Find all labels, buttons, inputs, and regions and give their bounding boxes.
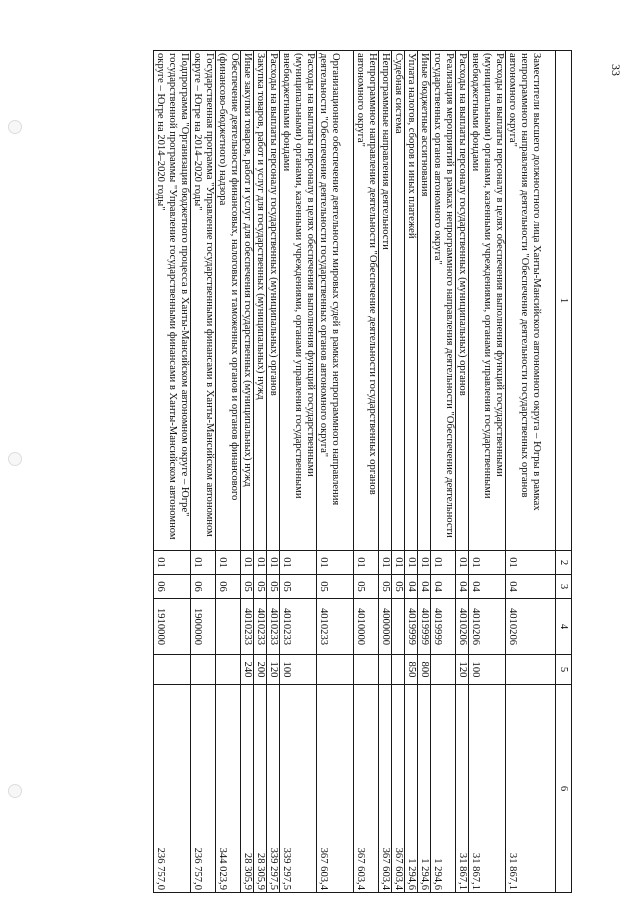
row-expense-type-cell xyxy=(317,655,354,685)
table-header-row xyxy=(556,51,572,893)
row-target-cell: 4010233 xyxy=(241,599,254,655)
row-subsection-cell: 05 xyxy=(267,575,280,599)
row-subsection-cell: 05 xyxy=(254,575,267,599)
row-target-cell: 4010206 xyxy=(456,599,469,655)
table-row xyxy=(280,51,317,893)
row-subsection-cell: 05 xyxy=(354,575,379,599)
row-subsection-cell: 05 xyxy=(317,575,354,599)
row-code-cell: 01 xyxy=(241,551,254,575)
row-amount-cell: 28 305,9 xyxy=(254,685,267,893)
row-expense-type-cell: 120 xyxy=(456,655,469,685)
row-name-cell: Расходы на выплаты персоналу государственных (муниципальных) органов xyxy=(456,51,469,551)
row-code-cell: 01 xyxy=(354,551,379,575)
row-name-cell: Непрограммные направления деятельности xyxy=(379,51,392,551)
row-target-cell: 4010206 xyxy=(506,599,556,655)
row-name-cell: Организационное обеспечение деятельности мировых судей в рамках непрограммного направления деятельности "Обеспечение деятельности государственных органов автономного округа" xyxy=(317,51,354,551)
row-target-cell: 4010206 xyxy=(469,599,506,655)
row-amount-cell: 367 603,4 xyxy=(317,685,354,893)
budget-table xyxy=(153,50,572,893)
binder-hole xyxy=(8,120,22,134)
row-amount-cell: 31 867,1 xyxy=(469,685,506,893)
binder-hole xyxy=(8,452,22,466)
page-number: 33 xyxy=(609,64,623,76)
row-amount-cell: 28 305,9 xyxy=(241,685,254,893)
column-header: 3 xyxy=(556,575,572,599)
column-header: 2 xyxy=(556,551,572,575)
row-code-cell: 01 xyxy=(317,551,354,575)
table-row xyxy=(392,51,405,893)
row-subsection-cell: 05 xyxy=(280,575,317,599)
row-code-cell: 01 xyxy=(267,551,280,575)
row-name-cell: Иные закупки товаров, работ и услуг для обеспечения государственных (муниципальных) нужд xyxy=(241,51,254,551)
row-target-cell xyxy=(216,599,241,655)
table-row xyxy=(506,51,556,893)
row-amount-cell: 339 297,5 xyxy=(280,685,317,893)
row-code-cell: 01 xyxy=(379,551,392,575)
row-subsection-cell: 04 xyxy=(456,575,469,599)
row-name-cell: Непрограммное направление деятельности "Обеспечение деятельности государственных органов автономного округа" xyxy=(354,51,379,551)
row-expense-type-cell xyxy=(431,655,456,685)
budget-table-container xyxy=(83,50,572,892)
column-header: 4 xyxy=(556,599,572,655)
column-header: 6 xyxy=(556,685,572,893)
row-target-cell: 1900000 xyxy=(191,599,216,655)
row-code-cell: 01 xyxy=(431,551,456,575)
row-subsection-cell: 05 xyxy=(392,575,405,599)
row-subsection-cell: 05 xyxy=(241,575,254,599)
row-name-cell: Расходы на выплаты персоналу государственных (муниципальных) органов xyxy=(267,51,280,551)
table-row xyxy=(317,51,354,893)
row-amount-cell: 1 294,6 xyxy=(405,685,418,893)
row-name-cell: Уплата налогов, сборов и иных платежей xyxy=(405,51,418,551)
column-header: 5 xyxy=(556,655,572,685)
column-header: 1 xyxy=(556,51,572,551)
row-expense-type-cell xyxy=(392,655,405,685)
row-name-cell: Государственная программа "Управление государственными финансами в Ханты-Мансийском автономном округе – Югре на 2014–2020 годы" xyxy=(191,51,216,551)
table-row xyxy=(456,51,469,893)
row-expense-type-cell: 850 xyxy=(405,655,418,685)
row-amount-cell: 339 297,5 xyxy=(267,685,280,893)
row-code-cell: 01 xyxy=(392,551,405,575)
table-row xyxy=(191,51,216,893)
row-expense-type-cell: 240 xyxy=(241,655,254,685)
row-subsection-cell: 04 xyxy=(469,575,506,599)
row-expense-type-cell xyxy=(354,655,379,685)
row-target-cell: 4019999 xyxy=(431,599,456,655)
table-row xyxy=(354,51,379,893)
row-target-cell xyxy=(392,599,405,655)
table-row xyxy=(154,51,191,893)
row-name-cell: Расходы на выплаты персоналу в целях обеспечения выполнения функций государственными (муниципальными) органами, казенными учреждениями, органами управления государственными внебюджетными фондами xyxy=(280,51,317,551)
row-amount-cell: 31 867,1 xyxy=(506,685,556,893)
table-row xyxy=(379,51,392,893)
table-row xyxy=(216,51,241,893)
row-expense-type-cell: 100 xyxy=(280,655,317,685)
row-expense-type-cell xyxy=(154,655,191,685)
row-expense-type-cell xyxy=(379,655,392,685)
row-name-cell: Закупка товаров, работ и услуг для государственных (муниципальных) нужд xyxy=(254,51,267,551)
table-row xyxy=(241,51,254,893)
table-row xyxy=(405,51,418,893)
table-row xyxy=(431,51,456,893)
row-target-cell: 4019999 xyxy=(405,599,418,655)
row-name-cell: Судебная система xyxy=(392,51,405,551)
row-target-cell: 4010233 xyxy=(317,599,354,655)
row-expense-type-cell: 100 xyxy=(469,655,506,685)
row-code-cell: 01 xyxy=(254,551,267,575)
row-name-cell: Реализация мероприятий в рамках непрограммного направления деятельности "Обеспечение деятельности государственных органов автономного округа" xyxy=(431,51,456,551)
row-code-cell: 01 xyxy=(216,551,241,575)
row-expense-type-cell: 800 xyxy=(418,655,431,685)
table-row xyxy=(469,51,506,893)
row-target-cell: 4019999 xyxy=(418,599,431,655)
row-code-cell: 01 xyxy=(280,551,317,575)
table-row xyxy=(418,51,431,893)
row-code-cell: 01 xyxy=(469,551,506,575)
row-target-cell: 4010233 xyxy=(280,599,317,655)
row-name-cell: Заместители высшего должностного лица Ханты-Мансийского автономного округа – Югры в рамках непрограммного направления деятельности "Обеспечение деятельности государственных органов автономного округа" xyxy=(506,51,556,551)
row-name-cell: Иные бюджетные ассигнования xyxy=(418,51,431,551)
table-row xyxy=(254,51,267,893)
row-amount-cell: 344 023,9 xyxy=(216,685,241,893)
row-subsection-cell: 04 xyxy=(405,575,418,599)
row-code-cell: 01 xyxy=(154,551,191,575)
row-amount-cell: 236 757,0 xyxy=(191,685,216,893)
row-amount-cell: 367 603,4 xyxy=(379,685,392,893)
row-target-cell: 4010233 xyxy=(267,599,280,655)
row-target-cell: 4000000 xyxy=(379,599,392,655)
row-code-cell: 01 xyxy=(405,551,418,575)
row-code-cell: 01 xyxy=(191,551,216,575)
row-amount-cell: 1 294,6 xyxy=(431,685,456,893)
row-subsection-cell: 05 xyxy=(379,575,392,599)
row-code-cell: 01 xyxy=(418,551,431,575)
row-expense-type-cell xyxy=(191,655,216,685)
row-subsection-cell: 04 xyxy=(506,575,556,599)
row-target-cell: 1910000 xyxy=(154,599,191,655)
row-subsection-cell: 06 xyxy=(216,575,241,599)
row-expense-type-cell xyxy=(506,655,556,685)
table-row xyxy=(267,51,280,893)
row-amount-cell: 367 603,4 xyxy=(392,685,405,893)
row-amount-cell: 236 757,0 xyxy=(154,685,191,893)
binder-holes xyxy=(8,0,28,905)
row-subsection-cell: 06 xyxy=(191,575,216,599)
row-name-cell: Подпрограмма "Организация бюджетного процесса в Ханты-Мансийском автономном округе – Югре" государственной программы "Управление государственными финансами в Ханты-Мансийском автономном округе – Югре на 2014–2020 годы" xyxy=(154,51,191,551)
row-amount-cell: 31 867,1 xyxy=(456,685,469,893)
row-name-cell: Обеспечение деятельности финансовых, налоговых и таможенных органов и органов финансового (финансово-бюджетного) надзора xyxy=(216,51,241,551)
row-code-cell: 01 xyxy=(506,551,556,575)
row-amount-cell: 367 603,4 xyxy=(354,685,379,893)
binder-hole xyxy=(8,784,22,798)
row-target-cell: 4010000 xyxy=(354,599,379,655)
row-expense-type-cell: 200 xyxy=(254,655,267,685)
row-subsection-cell: 04 xyxy=(418,575,431,599)
row-name-cell: Расходы на выплаты персоналу в целях обеспечения выполнения функций государственными (муниципальными) органами, казенными учреждениями, органами управления государственными внебюджетными фондами xyxy=(469,51,506,551)
row-expense-type-cell: 120 xyxy=(267,655,280,685)
row-subsection-cell: 06 xyxy=(154,575,191,599)
row-code-cell: 01 xyxy=(456,551,469,575)
row-amount-cell: 1 294,6 xyxy=(418,685,431,893)
row-expense-type-cell xyxy=(216,655,241,685)
row-subsection-cell: 04 xyxy=(431,575,456,599)
row-target-cell: 4010233 xyxy=(254,599,267,655)
